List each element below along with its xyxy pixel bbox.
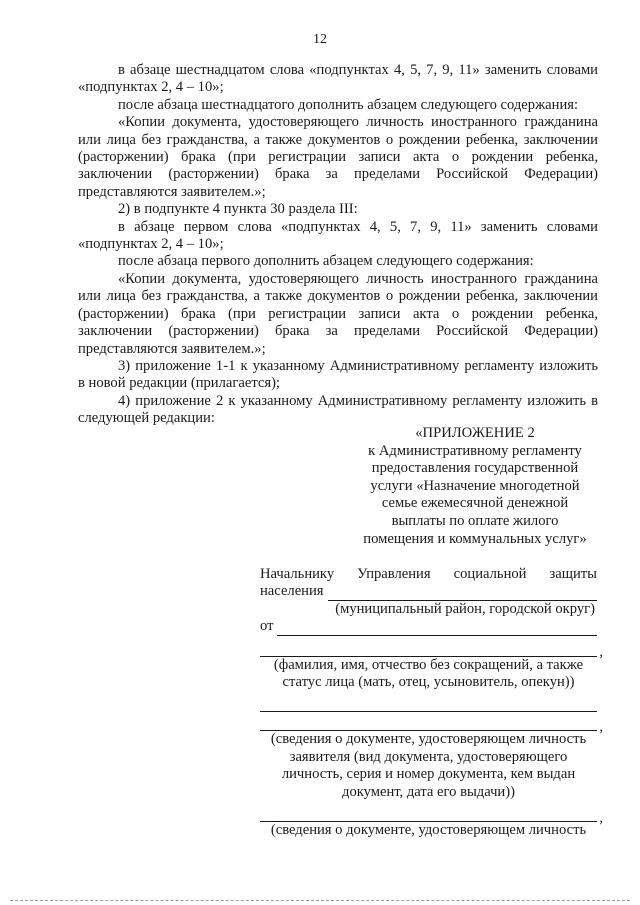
- comma: ,: [599, 809, 603, 826]
- appendix-title: «ПРИЛОЖЕНИЕ 2: [415, 425, 535, 441]
- paragraph-7: «Копии документа, удостоверяющего личность иностранного гражданина или лица без гражданства, а также документов о рождении ребенка, заключении (расторжении) брака (при регистрации записи акта о рождении ребенка, заключении (расторжении) брака за пределами Российской Федерации) представляются заявителем.»;: [78, 270, 598, 357]
- from-row: [260, 618, 597, 635]
- name-blank[interactable]: [260, 642, 603, 661]
- appendix-line: к Административному регламенту: [368, 442, 582, 459]
- page-number: 12: [313, 32, 327, 47]
- population-blank[interactable]: [328, 587, 597, 601]
- paragraph-5: в абзаце первом слова «подпунктах 4, 5, 7, 9, 11» заменить словами «подпунктах 2, 4 – 10»;: [78, 218, 598, 253]
- paragraph-8: 3) приложение 1-1 к указанному Административному регламенту изложить в новой редакции (прилагается);: [78, 357, 598, 392]
- appendix-line: услуги «Назначение многодетной: [370, 477, 580, 494]
- paragraph-4: 2) в подпункте 4 пункта 30 раздела III:: [118, 201, 358, 218]
- population-label: населения: [260, 583, 324, 600]
- population-row: [260, 583, 597, 600]
- document-blank-2[interactable]: [260, 716, 603, 736]
- paragraph-6: после абзаца первого дополнить абзацем следующего содержания:: [118, 253, 534, 270]
- paragraph-3: «Копии документа, удостоверяющего личность иностранного гражданина или лица без гражданства, а также документов о рождении ребенка, заключении (расторжении) брака (при регистрации записи акта о рождении ребенка, заключении (расторжении) брака за пределами Российской Федерации) представляются заявителем.»;: [78, 114, 598, 200]
- addressee-word: Управления: [357, 566, 431, 582]
- footer-rule: [10, 900, 630, 901]
- paragraph-2: после абзаца шестнадцатого дополнить абзацем следующего содержания:: [118, 96, 579, 113]
- comma: ,: [599, 719, 603, 736]
- from-blank[interactable]: [277, 622, 597, 636]
- appendix-line: семье ежемесячной денежной: [381, 495, 569, 512]
- appendix-line: помещения и коммунальных услуг»: [363, 530, 587, 547]
- paragraph-9: 4) приложение 2 к указанному Административному регламенту изложить в следующей редакции:: [78, 392, 598, 427]
- name-caption: (фамилия, имя, отчество без сокращений, а также статус лица (мать, отец, усыновитель, опекун)): [273, 656, 584, 691]
- address-form: [260, 566, 603, 839]
- addressee-line: [260, 566, 597, 583]
- document-blank-1[interactable]: [260, 697, 597, 712]
- appendix-header: [345, 425, 605, 548]
- appendix-line: выплаты по оплате жилого: [391, 512, 559, 529]
- appendix-line: предоставления государственной: [371, 460, 579, 477]
- municipality-caption: (муниципальный район, городской округ): [335, 600, 595, 617]
- paragraph-1: в абзаце шестнадцатом слова «подпунктах 4, 5, 7, 9, 11» заменить словами «подпунктах 2, 4 – 10»;: [78, 62, 598, 96]
- document-caption-continued: (сведения о документе, удостоверяющем личность: [270, 822, 587, 839]
- comma: ,: [599, 644, 603, 661]
- addressee-word: Начальнику: [260, 566, 335, 582]
- addressee-word: защиты: [549, 566, 597, 582]
- from-label: от: [260, 618, 274, 635]
- addressee-word: социальной: [453, 566, 527, 582]
- document-body: [78, 62, 598, 428]
- document-caption: (сведения о документе, удостоверяющем личность заявителя (вид документа, удостоверяющего личность, серия и номер документа, кем выдан документ, дата его выдачи)): [270, 731, 587, 800]
- document-blank-3[interactable]: [260, 807, 603, 826]
